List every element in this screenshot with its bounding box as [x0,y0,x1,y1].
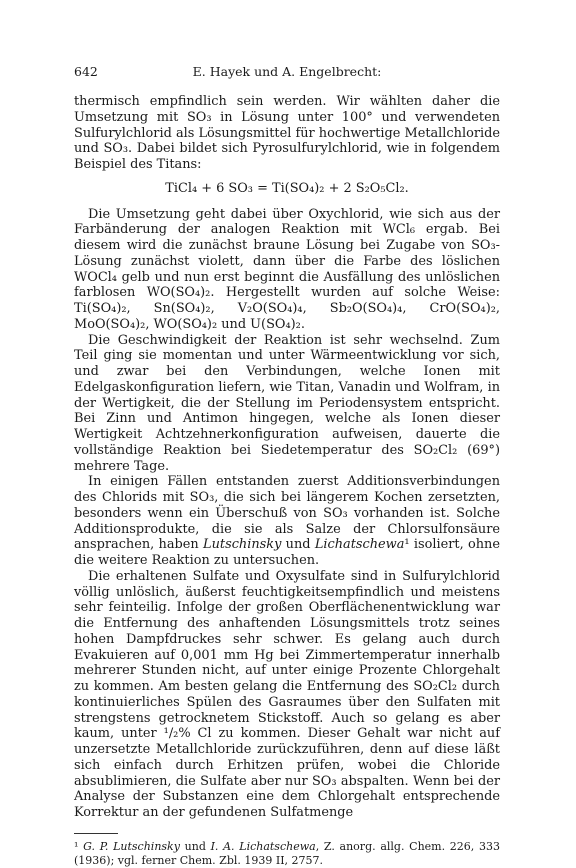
body-text [74,94,500,821]
running-title: E. Hayek und A. Engelbrecht: [192,64,382,79]
author-name-lichatschewa: Lichatschewa [314,537,405,553]
author-name-lutschinsky: Lutschinsky [203,537,282,553]
footnote-reference: , Z. anorg. allg. Chem. 226, 333 (1936); vgl. ferner Chem. Zbl. 1939 II, 2757. [74,839,500,867]
footnote-author-2: I. A. Lichatschewa [210,839,316,853]
page-header [74,64,500,82]
reaction-formula: TiCl₄ + 6 SO₃ = Ti(SO₄)₂ + 2 S₂O₅Cl₂. [165,180,409,196]
paragraph-5: Die erhaltenen Sulfate und Oxysulfate sind in Sulfurylchlorid völlig unlöslich, äußerst feuchtigkeitsempfindlich und meistens sehr feinteilig. Infolge der großen Oberflächenentwicklung war die Entfernung des anhaftenden Lösungsmittels trotz seines hohen Dampfdruckes sehr schwer. Es gelang auch durch Evakuieren auf 0,001 mm Hg bei Zimmertemperatur innerhalb mehrerer Stunden nicht, auf unter einige Prozente Chlorgehalt zu kommen. Am besten gelang die Entfernung des SO₂Cl₂ durch kontinuierliches Spülen des Gasraumes über den Sulfaten mit strengstens getrocknetem Stickstoff. Auch so gelang es aber kaum, unter ¹/₂% Cl zu kommen. Dieser Gehalt war nicht auf unzersetzte Metallchloride zurückzuführen, denn auf diese läßt sich einfach durch Erhitzen prüfen, wobei die Chloride absublimieren, die Sulfate aber nur SO₃ abspalten. Wenn bei der Analyse der Substanzen eine dem Chlorgehalt entsprechende Korrektur an der gefundenen Sulfatmenge [74,568,500,820]
footnote-author-1: G. P. Lutschinsky [83,839,180,853]
paragraph-3: Die Geschwindigkeit der Reaktion ist sehr wechselnd. Zum Teil ging sie momentan und unter Wärmeentwicklung vor sich, und zwar bei den Verbindungen, welche Ionen mit Edelgaskonfiguration liefern, wie Titan, Vanadin und Wolfram, in der Wertigkeit, die der Stellung im Periodensystem entspricht. Bei Zinn und Antimon hingegen, welche als Ionen dieser Wertigkeit Achtzehnerkonfiguration aufweisen, dauerte die vollständige Reaktion bei Siedetemperatur des SO₂Cl₂ (69°) mehrere Tage. [74,332,500,474]
paragraph-4-text-a: In einigen Fällen entstanden zuerst Additionsverbindungen des Chlorids mit SO₃, die sich bei längerem Kochen zersetzten, besonders wenn ein Überschuß von SO₃ vorhanden ist. Solche Additionsprodukte, die sie als Salze der Chlorsulfonsäure ansprachen, haben [74,474,500,553]
paragraph-1: thermisch empfindlich sein werden. Wir wählten daher die Umsetzung mit SO₃ in Lösung unter 100° und verwendeten Sulfurylchlorid als Lösungsmittel für hochwertige Metallchloride und SO₃. Dabei bildet sich Pyrosulfurylchlorid, wie in folgendem Beispiel des Titans: [74,94,500,172]
paragraph-2: Die Umsetzung geht dabei über Oxychlorid, wie sich aus der Farbänderung der analogen Reaktion mit WCl₆ ergab. Bei diesem wird die zunächst braune Lösung bei Zugabe von SO₃-Lösung zunächst violett, dann über die Farbe des löslichen WOCl₄ gelb und nun erst beginnt die Ausfällung des unlöslichen farblosen WO(SO₄)₂. Hergestellt wurden auf solche Weise: Ti(SO₄)₂, Sn(SO₄)₂, V₂O(SO₄)₄, Sb₂O(SO₄)₄, CrO(SO₄)₂, MoO(SO₄)₂, WO(SO₄)₂ und U(SO₄)₂. [74,206,500,332]
footnote-and: und [179,839,211,853]
footnote-rule [74,833,118,834]
footnote-marker: ¹ [74,839,84,853]
paragraph-4 [74,474,500,569]
paragraph-4-text-b: und [281,537,315,553]
page-number: 642 [74,64,98,79]
paragraph-4-text-c: ¹ isoliert, ohne die weitere Reaktion zu untersuchen. [74,537,500,568]
